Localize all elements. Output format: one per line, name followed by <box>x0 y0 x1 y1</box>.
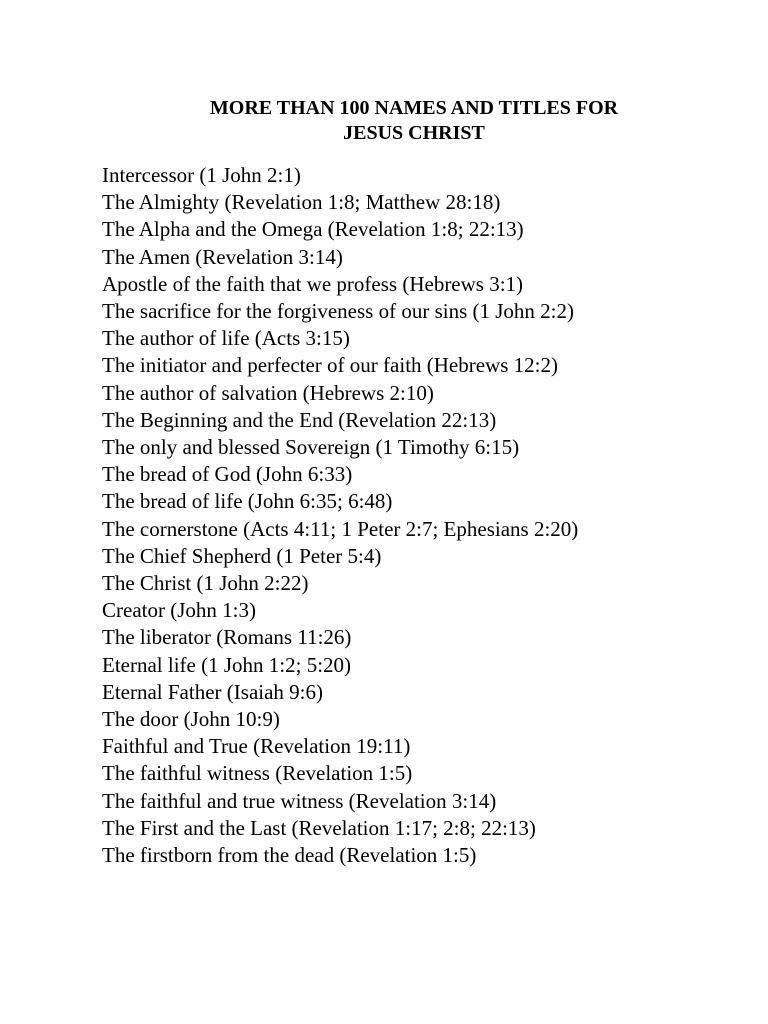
list-item: The only and blessed Sovereign (1 Timothy 6:15) <box>102 435 520 460</box>
list-item: The liberator (Romans 11:26) <box>102 625 352 650</box>
title-line-2: JESUS CHRIST <box>343 122 485 144</box>
list-item: The author of life (Acts 3:15) <box>102 326 350 351</box>
list-item: The Amen (Revelation 3:14) <box>102 244 343 269</box>
list-item: The cornerstone (Acts 4:11; 1 Peter 2:7; Ephesians 2:20) <box>102 516 579 541</box>
list-item: The firstborn from the dead (Revelation 1:5) <box>102 843 477 868</box>
list-item: The faithful witness (Revelation 1:5) <box>102 761 413 786</box>
list-item: Eternal Father (Isaiah 9:6) <box>102 679 323 704</box>
list-item: The Alpha and the Omega (Revelation 1:8; 22:13) <box>102 217 524 242</box>
list-item: The faithful and true witness (Revelation 3:14) <box>102 788 497 813</box>
list-item: The author of salvation (Hebrews 2:10) <box>102 380 434 405</box>
list-item: The sacrifice for the forgiveness of our sins (1 John 2:2) <box>102 299 574 324</box>
list-item: The Almighty (Revelation 1:8; Matthew 28:18) <box>102 190 501 215</box>
list-item: The First and the Last (Revelation 1:17; 2:8; 22:13) <box>102 815 536 840</box>
list-item: The Beginning and the End (Revelation 22:13) <box>102 407 497 432</box>
list-item: Apostle of the faith that we profess (Hebrews 3:1) <box>102 271 524 296</box>
list-item: The Christ (1 John 2:22) <box>102 571 309 596</box>
list-item: Eternal life (1 John 1:2; 5:20) <box>102 652 352 677</box>
list-item: The bread of God (John 6:33) <box>102 462 353 487</box>
list-item: Creator (John 1:3) <box>102 598 256 623</box>
list-item: The Chief Shepherd (1 Peter 5:4) <box>102 543 382 568</box>
list-item: The door (John 10:9) <box>102 707 280 732</box>
document-title <box>100 96 728 146</box>
list-item: The bread of life (John 6:35; 6:48) <box>102 489 393 514</box>
names-list <box>102 162 742 869</box>
title-line-1: MORE THAN 100 NAMES AND TITLES FOR <box>209 97 619 119</box>
list-item: Faithful and True (Revelation 19:11) <box>102 734 411 759</box>
list-item: The initiator and perfecter of our faith (Hebrews 12:2) <box>102 353 558 378</box>
list-item: Intercessor (1 John 2:1) <box>102 163 301 187</box>
